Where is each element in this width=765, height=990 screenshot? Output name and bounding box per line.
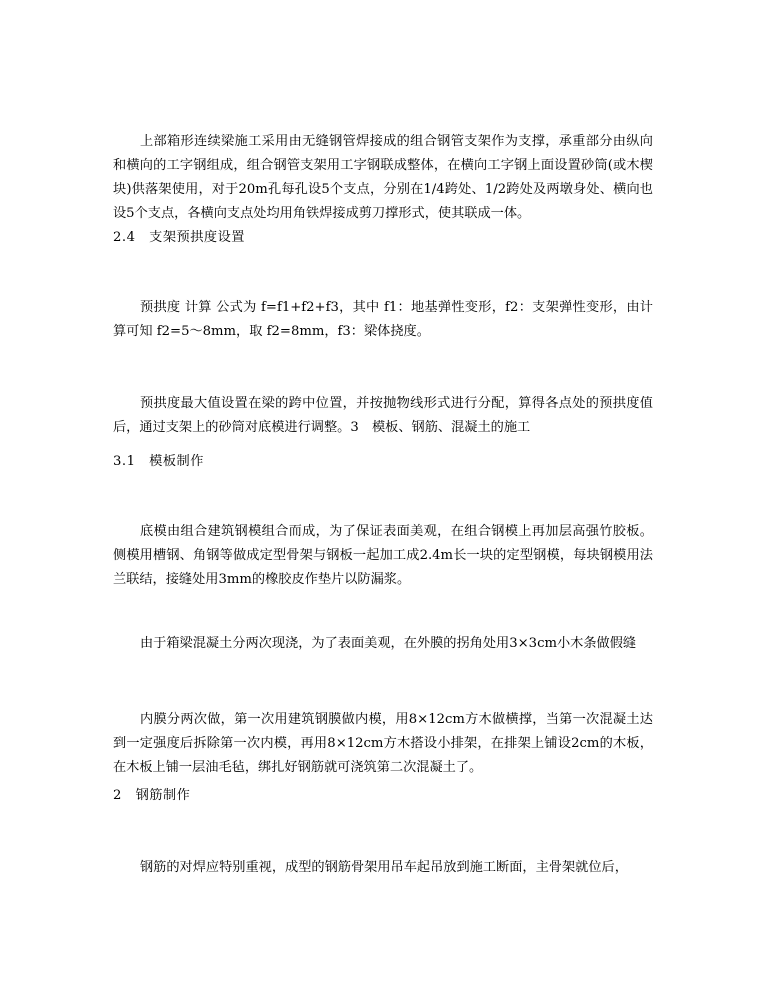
paragraph-support-structure: 上部箱形连续梁施工采用由无缝钢管焊接成的组合钢管支架作为支撑，承重部分由纵向和横向的工字钢组成，组合钢管支架用工字钢联成整体，在横向工字钢上面设置砂筒(或木楔块)供落架使用，对于20m孔每孔设5个支点，分别在1/4跨处、1/2跨处及两墩身处、横向也设5个支点，各横向支点处均用角铁焊接成剪刀撑形式，使其联成一体。 xyxy=(113,134,653,221)
section-heading-2-4: 2.4 支架预拱度设置 xyxy=(113,230,245,245)
section-heading-rebar: 2 钢筋制作 xyxy=(113,788,191,803)
section-heading-3-1: 3.1 模板制作 xyxy=(113,454,204,469)
paragraph-rebar-welding: 钢筋的对焊应特别重视，成型的钢筋骨架用吊车起吊放到施工断面，主骨架就位后， xyxy=(140,860,628,875)
paragraph-camber-adjustment: 预拱度最大值设置在梁的跨中位置，并按抛物线形式进行分配，算得各点处的预拱度值后，通过支架上的砂筒对底模进行调整。3 模板、钢筋、混凝土的施工 xyxy=(113,396,653,435)
paragraph-bottom-formwork: 底模由组合建筑钢模组合而成，为了保证表面美观，在组合钢模上再加层高强竹胶板。侧模用槽钢、角钢等做成定型骨架与钢板一起加工成2.4m长一块的定型钢模，每块钢模用法兰联结，接缝处用3mm的橡胶皮作垫片以防漏浆。 xyxy=(113,524,653,587)
paragraph-inner-formwork: 内膜分两次做，第一次用建筑钢膜做内模，用8×12cm方木做横撑，当第一次混凝土达到一定强度后拆除第一次内模，再用8×12cm方木搭设小排架，在排架上铺设2cm的木板，在木板上铺一层油毛毡，绑扎好钢筋就可浇筑第二次混凝土了。 xyxy=(113,712,653,775)
paragraph-false-joint: 由于箱梁混凝土分两次现浇，为了表面美观，在外膜的拐角处用3×3cm小木条做假缝 xyxy=(140,636,637,651)
paragraph-camber-formula: 预拱度 计算 公式为 f=f1+f2+f3，其中 f1：地基弹性变形，f2：支架弹性变形，由计算可知 f2=5～8mm，取 f2=8mm，f3：梁体挠度。 xyxy=(113,300,653,339)
